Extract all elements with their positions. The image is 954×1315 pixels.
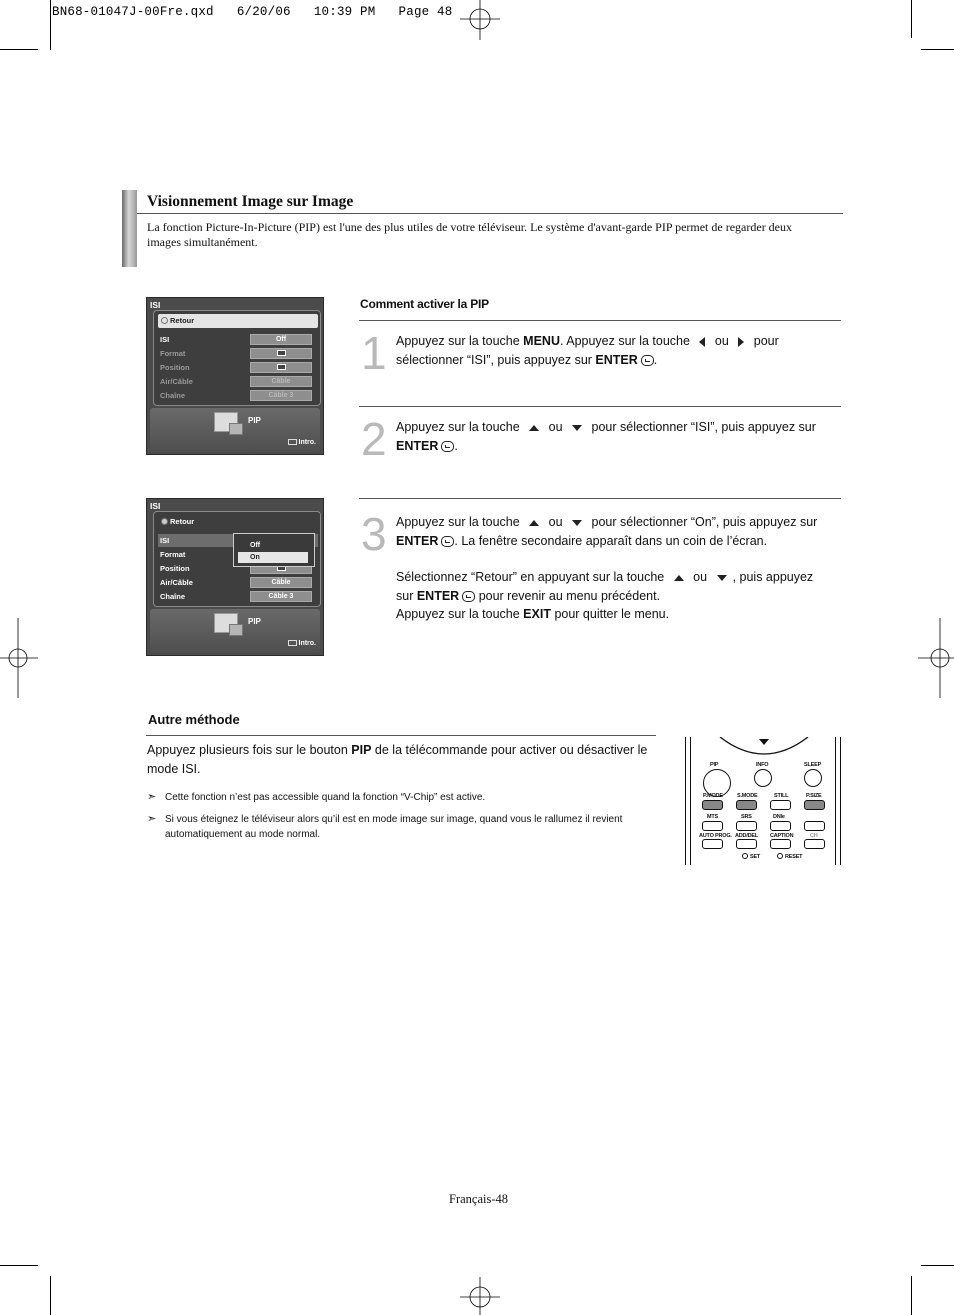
osd-screen-1 [146,297,324,455]
osd-value: Câble [250,376,312,387]
remote-ch-up-button [804,821,825,831]
alt-method-text: Appuyez plusieurs fois sur le bouton PIP de la télécommande pour activer ou désactiver le mode ISI. [147,743,648,776]
remote-label: INFO [756,762,769,768]
remote-set-button [742,853,748,859]
note-arrow-icon: ➣ [147,813,157,825]
section-title: Visionnement Image sur Image [147,193,354,210]
divider [359,498,841,499]
osd-intro-label: Intro. [288,640,317,647]
osd-row-air-cable: Air/Câble Câble [158,375,318,388]
down-arrow-icon [572,425,582,431]
page-footer: Français-48 [449,1192,509,1206]
osd-retour-item: Retour [158,515,318,529]
how-title: Comment activer la PIP [360,297,489,311]
remote-sleep-button [804,769,822,787]
enter-icon [441,536,454,547]
up-arrow-icon [674,575,684,581]
screen-size-icon [277,350,286,356]
osd-row-channel: Chaîne Câble 3 [158,389,318,402]
note-2: ➣ Si vous éteignez le téléviseur alors qu’il est en mode image sur image, quand vous le rallumez il revient automatiquement au mode normal. [147,813,623,840]
section-bar [122,190,137,267]
remote-label: SRS [741,814,752,820]
step-1-text: Appuyez sur la touche MENU. Appuyez sur la touche ou pour sélectionner “ISI”, puis appuyez sur ENTER . [396,334,779,367]
remote-label: MTS [707,814,719,820]
remote-illustration [684,737,844,865]
enter-key-icon [288,439,297,445]
remote-ch-down-button [804,839,825,849]
osd-value: Câble 3 [250,591,312,602]
remote-label: CH [810,833,818,839]
enter-icon [462,591,475,602]
remote-label: RESET [785,854,803,860]
osd-retour-item: Retour [158,314,318,328]
screen-position-icon [277,364,286,370]
enter-key-icon [288,640,297,646]
remote-label: P.SIZE [806,793,822,799]
registration-mark-icon [460,1277,500,1315]
osd-row-position: Position [158,562,318,575]
divider [359,406,841,407]
step-number-3: 3 [361,508,387,560]
remote-still-button [770,800,791,810]
divider [146,735,656,736]
osd-value: Câble 3 [250,390,312,401]
osd-row-channel: Chaîne Câble 3 [158,590,318,603]
remote-label: PIP [710,762,719,768]
osd-header: ISI [150,501,161,511]
crop-mark [911,0,912,38]
section-intro: La fonction Picture-In-Picture (PIP) est l'une des plus utiles de votre téléviseur. Le système d'avant-garde PIP permet de regarder deux images simultanément. [147,220,793,249]
registration-mark-icon [0,618,40,698]
osd-row-format: Format [158,347,318,360]
osd-row-format: Format [160,550,186,559]
osd-screen-2 [146,498,324,656]
step-number-2: 2 [361,413,387,465]
osd-footer [150,609,320,653]
osd-pip-label: PIP [248,617,261,626]
registration-mark-icon [914,618,954,698]
osd-option-popup [233,533,315,567]
remote-info-button [754,769,772,787]
osd-option-off: Off [250,542,261,549]
return-icon [161,317,168,324]
osd-row-isi: ISI [158,534,318,547]
note-1: ➣ Cette fonction n’est pas accessible quand la fonction “V-Chip” est active. [147,791,486,803]
remote-mts-button [702,821,723,831]
right-arrow-icon [738,337,744,347]
osd-row-position: Position [158,361,318,374]
remote-label: SET [750,854,761,860]
divider [359,320,841,321]
enter-icon [441,441,454,452]
remote-dnie-button [770,821,791,831]
osd-option-on: On [238,552,308,563]
crop-mark [50,0,51,50]
left-arrow-icon [699,337,705,347]
osd-footer [150,408,320,452]
osd-value: Câble [250,577,312,588]
osd-row-isi: ISI Off [158,333,318,346]
osd-pip-label: PIP [248,416,261,425]
remote-label: SLEEP [804,762,822,768]
remote-adddel-button [736,839,757,849]
crop-mark [911,1276,912,1315]
down-arrow-icon [717,575,727,581]
registration-mark-icon [460,0,500,40]
remote-smode-button [736,800,757,810]
print-slug: BN68-01047J-00Fre.qxd 6/20/06 10:39 PM Page 48 [52,5,453,19]
crop-mark [50,1276,51,1315]
remote-label: CAPTION [770,833,794,839]
note-arrow-icon: ➣ [147,791,157,803]
remote-reset-button [777,853,783,859]
remote-srs-button [736,821,757,831]
alt-method-title: Autre méthode [148,712,240,727]
up-arrow-icon [529,425,539,431]
remote-caption-button [770,839,791,849]
osd-header: ISI [150,300,161,310]
crop-mark [921,49,954,50]
remote-autoprog-button [702,839,723,849]
osd-intro-label: Intro. [288,439,317,446]
crop-mark [0,1265,38,1266]
remote-label: STILL [774,793,789,799]
pip-icon [214,613,238,633]
remote-psize-button [804,800,825,810]
pip-icon [214,412,238,432]
step-2-text: Appuyez sur la touche ou pour sélectionner “ISI”, puis appuyez sur ENTER . [396,420,816,453]
osd-menu-panel [153,310,321,406]
remote-label: DNIe [773,814,785,820]
osd-value [250,348,312,359]
up-arrow-icon [529,520,539,526]
crop-mark [0,49,38,50]
step-number-1: 1 [361,327,387,379]
osd-row-air-cable: Air/Câble Câble [158,576,318,589]
remote-label: S.MODE [737,793,758,799]
section-rule [137,213,843,214]
remote-label: ADD/DEL [735,833,759,839]
enter-icon [641,355,654,366]
osd-value [250,362,312,373]
remote-pmode-button [702,800,723,810]
remote-label: AUTO PROG. [699,833,732,839]
down-arrow-icon [572,520,582,526]
return-icon [161,518,168,525]
step-3-text: Appuyez sur la touche ou pour sélectionner “On”, puis appuyez sur ENTER . La fenêtre secondaire apparaît dans un coin de l’écran. Sélectionnez “Retour” en appuyant sur la touche ou , puis appuyez sur ENTER pour revenir au menu précédent. Appuyez sur la touche EXIT pour quitter le menu. [396,515,818,621]
osd-value: Off [250,334,312,345]
remote-label: P.MODE [703,793,723,799]
crop-mark [921,1265,954,1266]
